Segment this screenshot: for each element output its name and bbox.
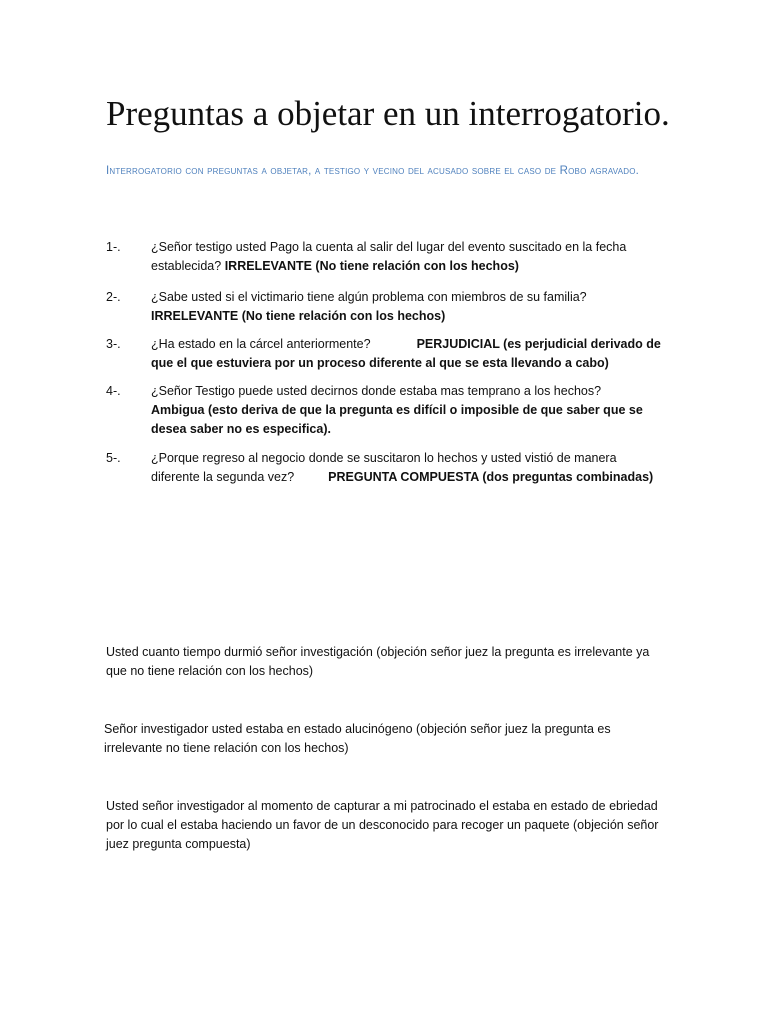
question-number: 2-.: [106, 290, 121, 304]
question-body: [151, 449, 666, 487]
document-subtitle: Interrogatorio con preguntas a objetar, a testigo y vecino del acusado sobre el caso de Robo agravado.: [106, 165, 640, 177]
question-item-2: [106, 288, 587, 326]
objection-tag: IRRELEVANTE (No tiene relación con los hechos): [224, 259, 519, 273]
objection-tag: Ambigua (esto deriva de que la pregunta es difícil o imposible de que saber que se desea saber no es especifica).: [151, 403, 643, 436]
example-paragraph-3: Usted señor investigador al momento de capturar a mi patrocinado el estaba en estado de ebriedad por lo cual el estaba haciendo un favor de un desconocido para recoger un paquete (objeción señor juez pregunta compuesta): [106, 799, 659, 851]
question-number: 1-.: [106, 240, 121, 254]
question-body: [151, 288, 587, 326]
question-text: ¿Señor Testigo puede usted decirnos donde estaba mas temprano a los hechos?: [151, 384, 602, 398]
question-number: 3-.: [106, 337, 121, 351]
document-title: Preguntas a objetar en un interrogatorio.: [106, 94, 670, 133]
question-body: [151, 382, 666, 439]
question-text: ¿Sabe usted si el victimario tiene algún problema con miembros de su familia?: [151, 290, 587, 304]
example-paragraph-1: Usted cuanto tiempo durmió señor investigación (objeción señor juez la pregunta es irrelevante ya que no tiene relación con los hechos): [106, 645, 650, 678]
question-number: 4-.: [106, 384, 121, 398]
question-item-5: [106, 449, 666, 487]
question-text: ¿Ha estado en la cárcel anteriormente?: [151, 337, 371, 351]
question-text: ¿Porque regreso al negocio donde se suscitaron lo hechos y usted vistió de manera diferente la segunda vez?: [151, 451, 617, 484]
objection-tag: PREGUNTA COMPUESTA (dos preguntas combinadas): [328, 470, 654, 484]
question-item-4: [106, 382, 666, 439]
question-text: ¿Señor testigo usted Pago la cuenta al salir del lugar del evento suscitado en la fecha establecida?: [151, 240, 627, 273]
objection-tag: IRRELEVANTE (No tiene relación con los hechos): [151, 309, 446, 323]
objection-tag: PERJUDICIAL (es perjudicial derivado de que el que estuviera por un proceso diferente al que se esta llevando a cabo): [151, 337, 661, 370]
question-body: [151, 335, 666, 373]
question-item-1: [106, 238, 666, 276]
example-paragraph-2: Señor investigador usted estaba en estado alucinógeno (objeción señor juez la pregunta es irrelevante no tiene relación con los hechos): [104, 722, 611, 755]
question-item-3: [106, 335, 666, 373]
question-number: 5-.: [106, 451, 121, 465]
question-body: [151, 238, 666, 276]
